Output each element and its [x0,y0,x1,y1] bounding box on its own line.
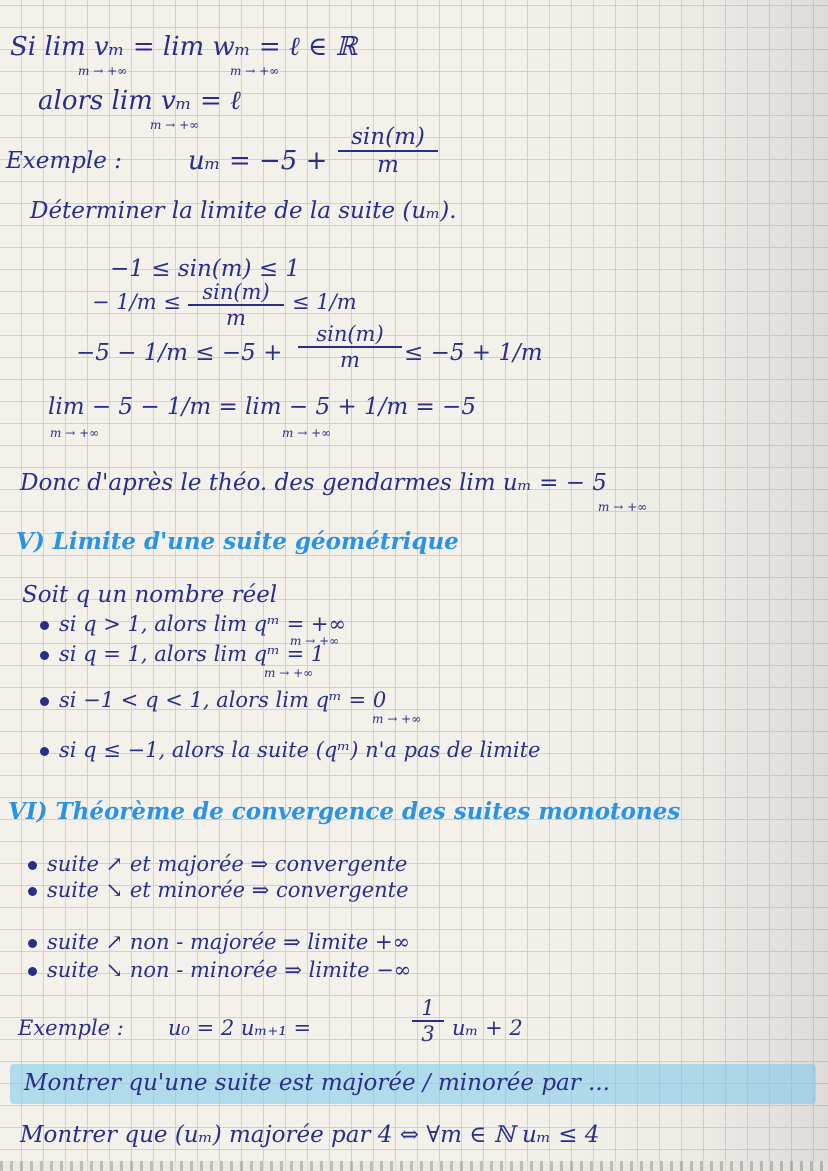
fraction-numerator: sin(m) [338,124,438,152]
inequality-1: −1 ≤ sin(m) ≤ 1 [110,256,301,282]
bullet-text: suite ↗ non - majorée ⇒ limite +∞ [47,930,411,954]
bullet-text: suite ↘ et minorée ⇒ convergente [47,878,409,902]
conclusion-gendarmes: Donc d'après le théo. des gendarmes lim uₘ = − 5 [20,470,607,496]
limit-subscript: m → +∞ [372,712,422,726]
bullet-text: si −1 < q < 1, alors lim qᵐ = 0 [59,688,387,712]
limit-subscript: m → +∞ [78,64,128,78]
example-2-tail: uₘ + 2 [452,1016,523,1040]
monotone-item [28,878,409,902]
method-equivalence: Montrer que (uₘ) majorée par 4 ⇔ ∀m ∈ ℕ uₘ ≤ 4 [20,1122,600,1148]
inequality-2-left: − 1/m ≤ [92,290,181,314]
bullet-icon [28,939,37,948]
inequality-3-fraction [298,322,402,372]
section-intro: Soit q un nombre réel [22,582,278,608]
bullet-item [40,642,324,666]
fraction-denominator: 3 [421,1022,435,1046]
fraction-numerator: sin(m) [298,322,402,348]
section-heading-vi: VI) Théorème de convergence des suites monotones [8,798,681,825]
method-statement: Montrer qu'une suite est majorée / minorée par ... [24,1070,610,1096]
inequality-2-fraction [188,280,284,330]
fraction-denominator: m [377,152,399,178]
exercise-statement: Déterminer la limite de la suite (uₘ). [30,198,457,224]
bullet-icon [40,697,49,706]
bullet-item [40,688,386,712]
bullet-item [40,738,540,762]
bullet-text: suite ↘ non - minorée ⇒ limite −∞ [47,958,412,982]
inequality-3-right: ≤ −5 + 1/m [404,340,543,366]
example-fraction [338,124,438,178]
fraction-denominator: m [226,306,246,330]
fraction-denominator: m [340,348,360,372]
monotone-item [28,958,411,982]
example-2-equation: u₀ = 2 uₘ₊₁ = [168,1016,312,1040]
section-heading-v: V) Limite d'une suite géométrique [16,528,459,555]
limits-line: lim − 5 − 1/m = lim − 5 + 1/m = −5 [48,394,476,420]
bullet-text: si q > 1, alors lim qᵐ = +∞ [59,612,347,636]
limit-subscript: m → +∞ [230,64,280,78]
limit-subscript: m → +∞ [598,500,648,514]
bullet-item [40,612,346,636]
limit-subscript: m → +∞ [290,634,340,648]
bullet-text: si q ≤ −1, alors la suite (qᵐ) n'a pas de limite [59,738,541,762]
example-2-fraction [412,996,444,1046]
limit-subscript: m → +∞ [150,118,200,132]
monotone-item [28,930,410,954]
bullet-icon [40,621,49,630]
bullet-icon [28,861,37,870]
notebook-binding [0,1161,828,1171]
theorem-hypothesis: Si lim vₘ = lim wₘ = ℓ ∈ ℝ [10,32,358,62]
example-label: Exemple : [6,148,122,174]
bullet-text: suite ↗ et majorée ⇒ convergente [47,852,408,876]
bullet-icon [40,747,49,756]
theorem-conclusion: alors lim vₘ = ℓ [38,86,241,116]
inequality-3-left: −5 − 1/m ≤ −5 + [76,340,283,366]
monotone-item [28,852,407,876]
inequality-2-right: ≤ 1/m [292,290,357,314]
bullet-icon [28,967,37,976]
limit-subscript: m → +∞ [264,666,314,680]
limit-subscript: m → +∞ [50,426,100,440]
bullet-icon [40,651,49,660]
example-equation: uₘ = −5 + [188,146,328,176]
example-2-label: Exemple : [18,1016,124,1040]
fraction-numerator: sin(m) [188,280,284,306]
bullet-icon [28,887,37,896]
fraction-numerator: 1 [412,996,444,1022]
limit-subscript: m → +∞ [282,426,332,440]
bullet-text: si q = 1, alors lim qᵐ = 1 [59,642,325,666]
